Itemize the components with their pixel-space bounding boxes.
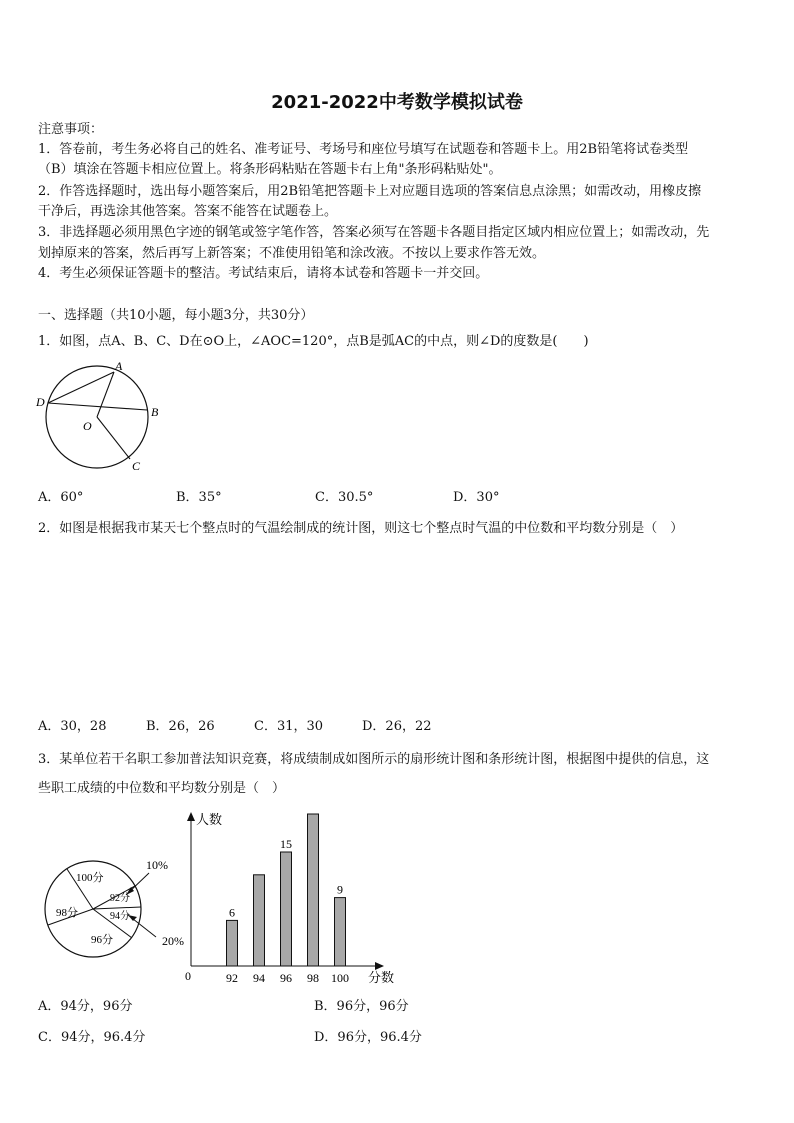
section-header: 一、选择题（共10小题，每小题3分，共30分）	[38, 308, 314, 323]
data-label: 6	[229, 905, 235, 920]
pie-label-98: 98分	[56, 907, 78, 919]
q1-option-d: D．30°	[453, 490, 500, 505]
q3-option-d: D．96分，96.4分	[314, 1030, 422, 1045]
label-a: A	[115, 359, 123, 373]
x-tick-label: 96	[280, 971, 292, 985]
q2-option-b: B．26，26	[146, 719, 215, 734]
x-tick-label: 100	[331, 971, 349, 985]
q2-option-c: C．31，30	[254, 719, 324, 734]
data-label: 15	[280, 837, 292, 851]
q2-option-a: A．30，28	[38, 719, 107, 734]
notice-heading: 注意事项：	[38, 122, 104, 137]
notice-line: 3．非选择题必须用黑色字迹的钢笔或签字笔作答，答案必须写在答题卡各题目指定区域内相应位置上；如需改动，先	[38, 225, 710, 240]
q3-option-b: B．96分，96分	[314, 999, 409, 1014]
page-title: 2021-2022中考数学模拟试卷	[271, 92, 523, 113]
x-tick-label: 98	[307, 971, 319, 985]
q2-option-d: D．26，22	[362, 719, 432, 734]
chord-db	[48, 403, 147, 410]
x-axis-arrow	[375, 962, 384, 970]
bar-92	[227, 920, 238, 966]
q1-circle-figure	[30, 358, 180, 478]
pie-label-92: 92分	[110, 893, 130, 904]
q3-option-c: C．94分，96.4分	[38, 1030, 146, 1045]
pie-label-96: 96分	[91, 934, 113, 946]
label-d: D	[36, 395, 45, 409]
notice-line: 划掉原来的答案，然后再写上新答案；不准使用铅笔和涂改液。不按以上要求作答无效。	[38, 246, 546, 261]
notice-line: 1．答卷前，考生务必将自己的姓名、准考证号、考场号和座位号填写在试题卷和答题卡上。用2B铅笔将试卷类型	[38, 142, 689, 157]
notice-line: 4．考生必须保证答题卡的整洁。考试结束后，请将本试卷和答题卡一并交回。	[38, 266, 489, 281]
q3-pie-figure	[36, 845, 196, 970]
pct-label-20: 20%	[162, 934, 184, 948]
question-2-stem: 2．如图是根据我市某天七个整点时的气温绘制成的统计图，则这七个整点时气温的中位数和平均数分别是（ ）	[38, 521, 684, 536]
question-3-stem-line1: 3．某单位若干名职工参加普法知识竞赛，将成绩制成如图所示的扇形统计图和条形统计图，根据图中提供的信息，这	[38, 752, 710, 767]
bar-96	[281, 852, 292, 966]
q1-option-a: A．60°	[38, 490, 84, 505]
q1-option-b: B．35°	[176, 490, 222, 505]
q3-option-a: A．94分，96分	[38, 999, 133, 1014]
y-axis-label: 人数	[196, 812, 223, 827]
label-b: B	[151, 405, 159, 419]
notice-line: （B）填涂在答题卡相应位置上。将条形码粘贴在答题卡右上角"条形码粘贴处"。	[38, 162, 502, 177]
origin-label: 0	[185, 969, 191, 983]
x-tick-label: 92	[226, 971, 238, 985]
pie-label-100: 100分	[76, 872, 104, 884]
pct-label-10: 10%	[146, 858, 168, 872]
bar-94	[254, 875, 265, 966]
notice-line: 2．作答选择题时，选出每小题答案后，用2B铅笔把答题卡上对应题目选项的答案信息点涂黑；如需改动，用橡皮擦	[38, 184, 702, 199]
label-o: O	[83, 419, 92, 433]
data-label: 9	[337, 882, 343, 897]
bar-98	[308, 814, 319, 966]
bar-100	[335, 898, 346, 966]
y-axis-arrow	[187, 812, 195, 821]
x-tick-label: 94	[253, 971, 265, 985]
q1-option-c: C．30.5°	[315, 490, 374, 505]
radius-oc	[97, 417, 130, 459]
x-axis-label: 分数	[368, 970, 395, 985]
label-c: C	[132, 459, 141, 473]
question-1-stem: 1．如图，点A、B、C、D在⊙O上，∠AOC=120°，点B是弧AC的中点，则∠D的度数是( )	[38, 334, 589, 349]
question-3-stem-line2: 些职工成绩的中位数和平均数分别是（ ）	[38, 781, 286, 796]
pie-label-94: 94分	[110, 911, 130, 922]
q3-bar-chart	[178, 808, 398, 988]
notice-line: 干净后，再选涂其他答案。答案不能答在试题卷上。	[38, 204, 338, 219]
